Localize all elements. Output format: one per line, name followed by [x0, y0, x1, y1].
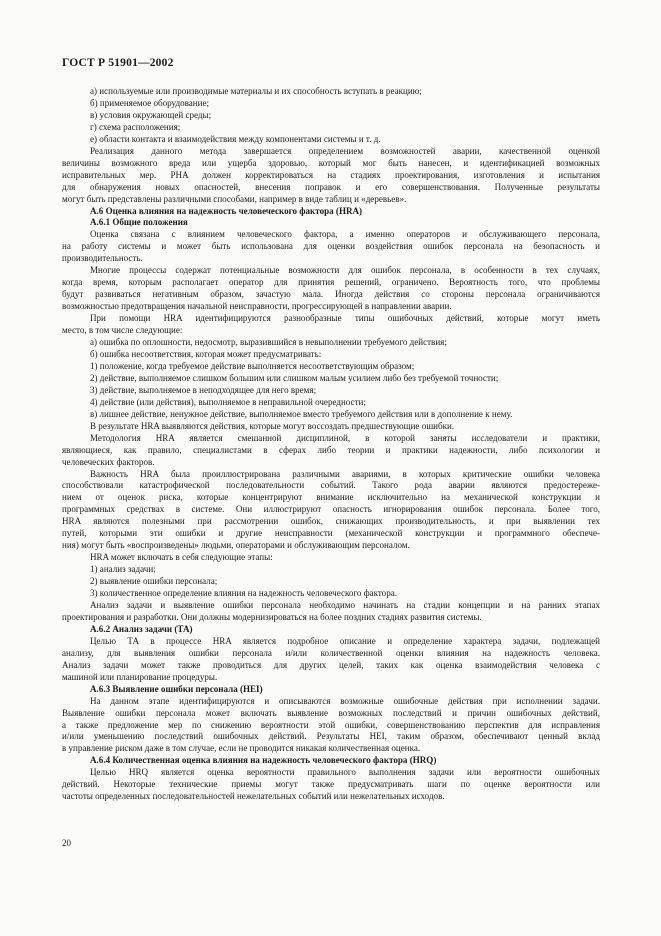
- section-heading: А.6.3 Выявление ошибки персонала (HEI): [90, 683, 263, 694]
- text-line: проектирования и разработки. Они должны модернизироваться на более поздних стадиях развития системы.: [62, 611, 482, 622]
- text-line: е) области контакта и взаимодействия между компонентами системы и т. д.: [90, 133, 381, 144]
- text-line: на работу системы и может быть использована для оценки воздействия ошибок персонала на безопасность и: [62, 241, 600, 252]
- text-line: 4) действие (или действия), выполняемое в неправильной очередности;: [90, 396, 366, 407]
- document-header: ГОСТ Р 51901—2002: [62, 57, 174, 69]
- text-line: Анализ задачи может также проводиться для других целей, таких как оценка взаимодействия человека с: [62, 659, 600, 670]
- text-line: будут развиваться негативным образом, зачастую мала. Иногда действия со стороны персонала ограничиваются: [62, 289, 600, 300]
- text-line: место, в том числе следующие:: [62, 325, 183, 336]
- text-line: б) применяемое оборудование;: [90, 97, 209, 108]
- text-line: Многие процессы содержат потенциальные возможности для ошибок персонала, в особенности в тех случаях,: [90, 265, 600, 276]
- page-number: 20: [62, 838, 71, 848]
- text-line: Реализация данного метода завершается определением возможностей аварии, качественной оценкой: [90, 145, 600, 156]
- text-line: исправительных мер. PHA должен корректироваться на стадиях проектирования, изготовления и испытания: [62, 169, 600, 180]
- text-line: Анализ задачи и выявление ошибки персонала необходимо начинать на стадии концепции и на ранних этапах: [90, 599, 600, 610]
- text-line: в) лишнее действие, ненужное действие, выполняемое вместо требуемого действия или в дополнение к нему.: [90, 408, 513, 419]
- text-line: нием от оценок риска, которые концентрируют внимание исключительно на механической конструкции и: [62, 492, 600, 503]
- section-heading: А.6.1 Общие положения: [90, 217, 188, 228]
- text-line: в управление риском даже в том случае, если не проводится никакая количественная оценка.: [62, 743, 421, 754]
- text-line: а) ошибка по оплошности, недосмотр, выразившийся в невыполнении требуемого действия;: [90, 337, 447, 348]
- text-line: г) схема расположения;: [90, 121, 181, 132]
- section-heading: А.6.4 Количественная оценка влияния на надежность человеческого фактора (HRQ): [90, 755, 437, 766]
- text-line: В результате HRA выявляются действия, которые могут воссоздать предшествующие ошибки.: [90, 420, 455, 431]
- text-line: могут быть представлены различными способами, например в виде таблиц и «деревьев».: [62, 193, 407, 204]
- text-line: Методология HRA является смешанной дисциплиной, в которой заняты исследователи и практики,: [90, 432, 600, 443]
- text-line: б) ошибка несоответствия, которая может предусматривать:: [90, 348, 322, 359]
- text-line: 2) действие, выполняемое слишком большим или слишком малым усилием либо без требуемой точности;: [90, 372, 499, 383]
- text-line: 3) количественное определение влияния на надежность человеческого фактора.: [90, 588, 398, 599]
- text-line: машиной или планирование процедуры.: [62, 671, 218, 682]
- text-line: величины возможного вреда или ущерба здоровью, который мог быть нанесен, и идентификацией возможных: [62, 157, 600, 168]
- text-line: частоты определенных последовательностей нежелательных событий или нежелательных исходов.: [62, 791, 445, 802]
- text-line: а) используемые или производимые материалы и их способность вступать в реакцию;: [90, 86, 422, 96]
- text-line: действий. Некоторые технические приемы могут также предусматривать шаги по оценке вероятности или: [62, 779, 600, 790]
- text-line: 3) действие, выполняемое в неподходящее для него время;: [90, 384, 317, 395]
- text-line: 1) положение, когда требуемое действие выполняется несоответствующим образом;: [90, 360, 415, 371]
- document-body: [62, 86, 600, 803]
- text-line: Целью HRQ является оценка вероятности правильного выполнения задачи или вероятности ошибочных: [90, 767, 600, 778]
- text-line: способствовали катастрофической последовательности событий. Такого рода аварии являются предостереже-: [62, 480, 600, 491]
- text-line: анализу, для выявления ошибки персонала и/или количественной оценки влияния на надежность человека.: [62, 647, 600, 658]
- text-line: когда время, которым располагает оператор для принятия решений, ограничено. Вероятность того, что проблемы: [62, 277, 600, 288]
- text-line: являющиеся, как правило, специалистами в сферах либо теории и практики надежности, либо психологии и: [62, 444, 600, 455]
- text-line: HRA может включать в себя следующие этапы:: [90, 552, 273, 563]
- text-line: и/или уменьшению последствий ошибочных действий. Результаты HEI, таким образом, обеспечивают ценный вклад: [62, 731, 600, 742]
- text-line: HRA являются полезными при рассмотрении ошибок, снижающих производительность, и при выявлении тех: [62, 516, 600, 527]
- text-line: Выявление ошибки персонала может включать выявление возможных последствий и причин ошибочных действий,: [62, 707, 600, 718]
- text-line: программных средствах в системе. Они иллюстрируют опасность игнорирования ошибок персонала. Более того,: [62, 504, 600, 515]
- text-line: путей, которыми эти ошибки и другие неисправности (механической конструкции и программного обеспече-: [62, 528, 600, 539]
- text-line: Целью ТА в процессе HRA является подробное описание и определение характера задачи, подлежащей: [90, 635, 600, 646]
- text-line: возможностью предотвращения начальной неисправности, прогрессирующей в направлении аварии.: [62, 301, 452, 312]
- section-heading: А.6 Оценка влияния на надежность человеческого фактора (HRA): [90, 205, 363, 216]
- text-line: ния) могут быть «воспроизведены» людьми, операторами и обслуживающим персоналом.: [62, 540, 410, 551]
- text-line: Важность HRA была проиллюстрирована различными авариями, в которых критические ошибки человека: [90, 468, 600, 479]
- text-line: При помощи HRA идентифицируются разнообразные типы ошибочных действий, которые могут иметь: [90, 313, 600, 324]
- text-line: в) условия окружающей среды;: [90, 109, 212, 120]
- text-line: 1) анализ задачи;: [90, 564, 156, 575]
- text-line: Оценка связана с влиянием человеческого фактора, а именно операторов и обслуживающего персонала,: [90, 229, 600, 240]
- section-heading: А.6.2 Анализ задачи (ТА): [90, 623, 193, 634]
- text-line: производительность.: [62, 253, 143, 264]
- text-line: человеческих факторов.: [62, 456, 155, 467]
- text-line: На данном этапе идентифицируются и описываются возможные ошибочные действия при исполнении задачи.: [90, 695, 600, 706]
- text-line: для обнаружения новых опасностей, внесения поправок и его совершенствования. Полученные результаты: [62, 181, 600, 192]
- text-line: а также предложение мер по снижению вероятности этой ошибки, совершенствованию перспектив для исправления: [62, 719, 600, 730]
- text-line: 2) выявление ошибки персонала;: [90, 576, 218, 587]
